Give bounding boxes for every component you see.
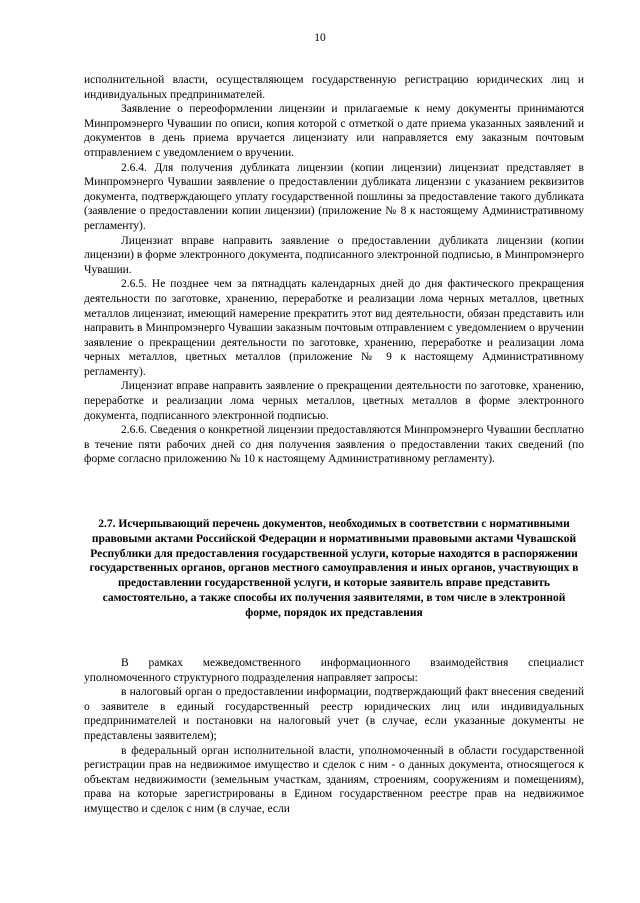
paragraph-termination-electronic: Лицензиат вправе направить заявление о прекращении деятельности по заготовке, хранению, переработке и реализации лома черных металлов, цветных металлов в форме электронного документа, подписанного электронной подписью. [84, 380, 584, 422]
paragraph-tax-authority: в налоговый орган о предоставлении информации, подтверждающий факт внесения сведений о заявителе в единый государственный реестр юридических лиц или индивидуальных предпринимателей и постановки на налоговый учет (в случае, если указанные документы не представлены заявителем); [84, 686, 584, 742]
paragraph-2-6-6: 2.6.6. Сведения о конкретной лицензии предоставляются Минпромэнерго Чувашии бесплатно в течение пяти рабочих дней со дня получения заявления о предоставлении таких сведений (по форме согласно приложению № 10 к настоящему Административному регламенту). [84, 424, 584, 466]
paragraph-interagency-requests: В рамках межведомственного информационного взаимодействия специалист уполномоченного структурного подразделения направляет запросы: [84, 657, 584, 684]
bottom-text-block [84, 656, 584, 817]
section-heading-2-7: 2.7. Исчерпывающий перечень документов, необходимых в соответствии с нормативными правовыми актами Российской Федерации и нормативными правовыми актами Чувашской Республики для предоставления государственной услуги, которые находятся в распоряжении государственных органов, органов местного самоуправления и иных органов, участвующих в предоставлении государственной услуги, и которые заявитель вправе представить самостоятельно, а также способы их получения заявителями, в том числе в электронной форме, порядок их представления [89, 518, 579, 619]
paragraph-federal-registry: в федеральный орган исполнительной власти, уполномоченный в области государственной регистрации прав на недвижимое имущество и сделок с ним - о данных документа, относящегося к объектам недвижимости (земельным участкам, зданиям, строениям, сооружениям и помещениям), права на которые зарегистрированы в Едином государственном реестре прав на недвижимое имущество и сделок с ним (в случае, если [84, 744, 584, 815]
paragraph-2-6-4: 2.6.4. Для получения дубликата лицензии (копии лицензии) лицензиат представляет в Минпромэнерго Чувашии заявление о предоставлении дубликата лицензии с указанием реквизитов документа, подтверждающего уплату государственной пошлины за предоставление такого дубликата (заявление о предоставлении копии лицензии) (приложение № 8 к настоящему Административному регламенту). [84, 161, 584, 232]
paragraph-reissue-application: Заявление о переоформлении лицензии и прилагаемые к нему документы принимаются Минпромэнерго Чувашии по описи, копия которой с отметкой о дате приема указанных заявлений и документов в день приема вручается лицензиату или направляется ему заказным почтовым отправлением с уведомлением о вручении. [84, 103, 584, 159]
paragraph-2-6-5: 2.6.5. Не позднее чем за пятнадцать календарных дней до дня фактического прекращения деятельности по заготовке, хранению, переработке и реализации лома черных металлов, цветных металлов лицензиат, имеющий намерение прекратить этот вид деятельности, обязан представить или направить в Минпромэнерго Чувашии заказным почтовым отправлением с уведомлением о вручении заявление о прекращении деятельности по заготовке, хранению, переработке и реализации лома черных металлов, цветных металлов (приложение № 9 к настоящему Административному регламенту). [84, 278, 584, 378]
paragraph-duplicate-electronic: Лицензиат вправе направить заявление о предоставлении дубликата лицензии (копии лицензии) в форме электронного документа, подписанного электронной подписью, в Минпромэнерго Чувашии. [84, 234, 584, 276]
page-number: 10 [314, 32, 326, 44]
paragraph-continuation: исполнительной власти, осуществляющем государственную регистрацию юридических лиц и индивидуальных предпринимателей. [84, 74, 584, 101]
top-text-block [84, 73, 584, 467]
